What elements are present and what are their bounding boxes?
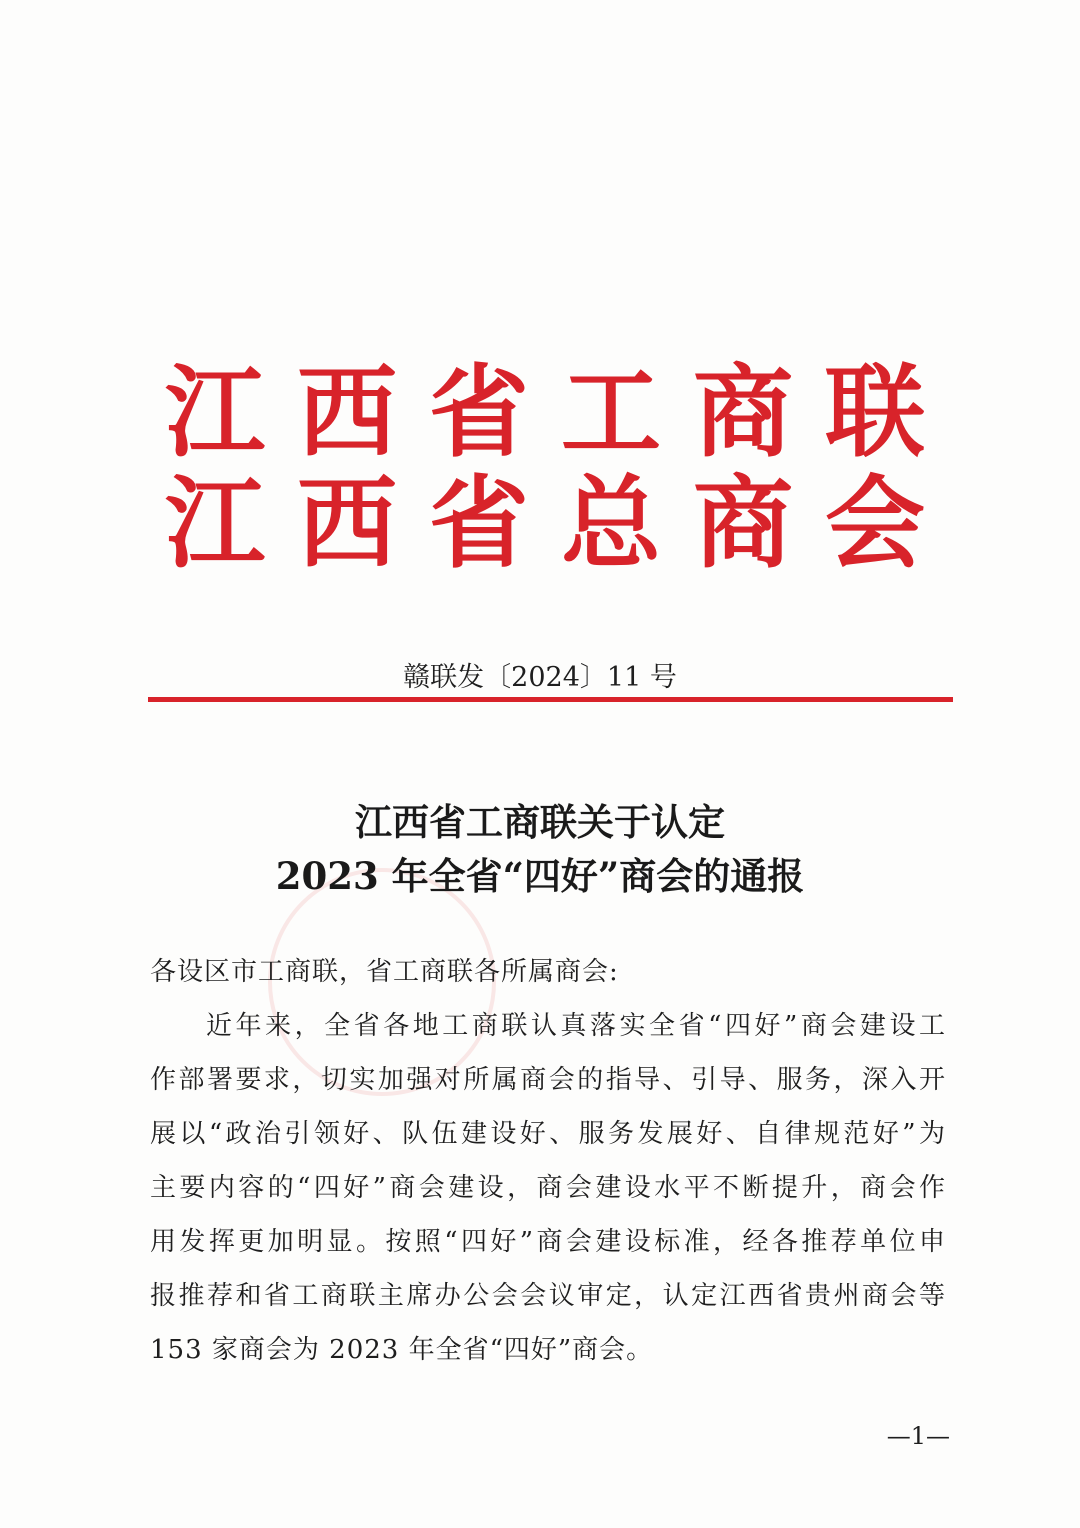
body-paragraph-line: 主要内容的“四好”商会建设，商会建设水平不断提升，商会作 [150,1173,945,1203]
issuer-char: 工 [561,353,661,471]
issuer-char: 省 [429,464,529,582]
issuer-char: 江 [165,464,265,582]
body-paragraph-line: 报推荐和省工商联主席办公会会议审定，认定江西省贵州商会等 [150,1281,945,1311]
body-paragraph-line: 展以“政治引领好、队伍建设好、服务发展好、自律规范好”为 [150,1119,945,1149]
issuer-char: 西 [297,464,397,582]
issuer-char: 江 [165,353,265,471]
issuer-line-2 [165,464,925,582]
issuer-char: 总 [561,464,661,582]
body-paragraph-line: 用发挥更加明显。按照“四好”商会建设标准，经各推荐单位申 [150,1227,945,1257]
body-paragraph-line: 近年来，全省各地工商联认真落实全省“四好”商会建设工 [206,1011,945,1041]
issuer-char: 商 [693,464,793,582]
page-number: —1— [886,1422,950,1450]
issuer-char: 会 [825,464,925,582]
document-title-line-1: 江西省工商联关于认定 [355,800,725,844]
body-paragraph-line: 153 家商会为 2023 年全省“四好”商会。 [150,1335,654,1365]
issuer-char: 西 [297,353,397,471]
salutation: 各设区市工商联，省工商联各所属商会: [150,957,619,987]
document-number: 赣联发〔2024〕11 号 [403,662,677,693]
issuer-char: 省 [429,353,529,471]
issuer-char: 联 [825,353,925,471]
body-paragraph-line: 作部署要求，切实加强对所属商会的指导、引导、服务，深入开 [150,1065,945,1095]
red-divider-rule [148,697,953,702]
issuer-char: 商 [693,353,793,471]
document-title-line-2: 2023 年全省“四好”商会的通报 [275,854,805,898]
issuer-line-1 [165,353,925,471]
